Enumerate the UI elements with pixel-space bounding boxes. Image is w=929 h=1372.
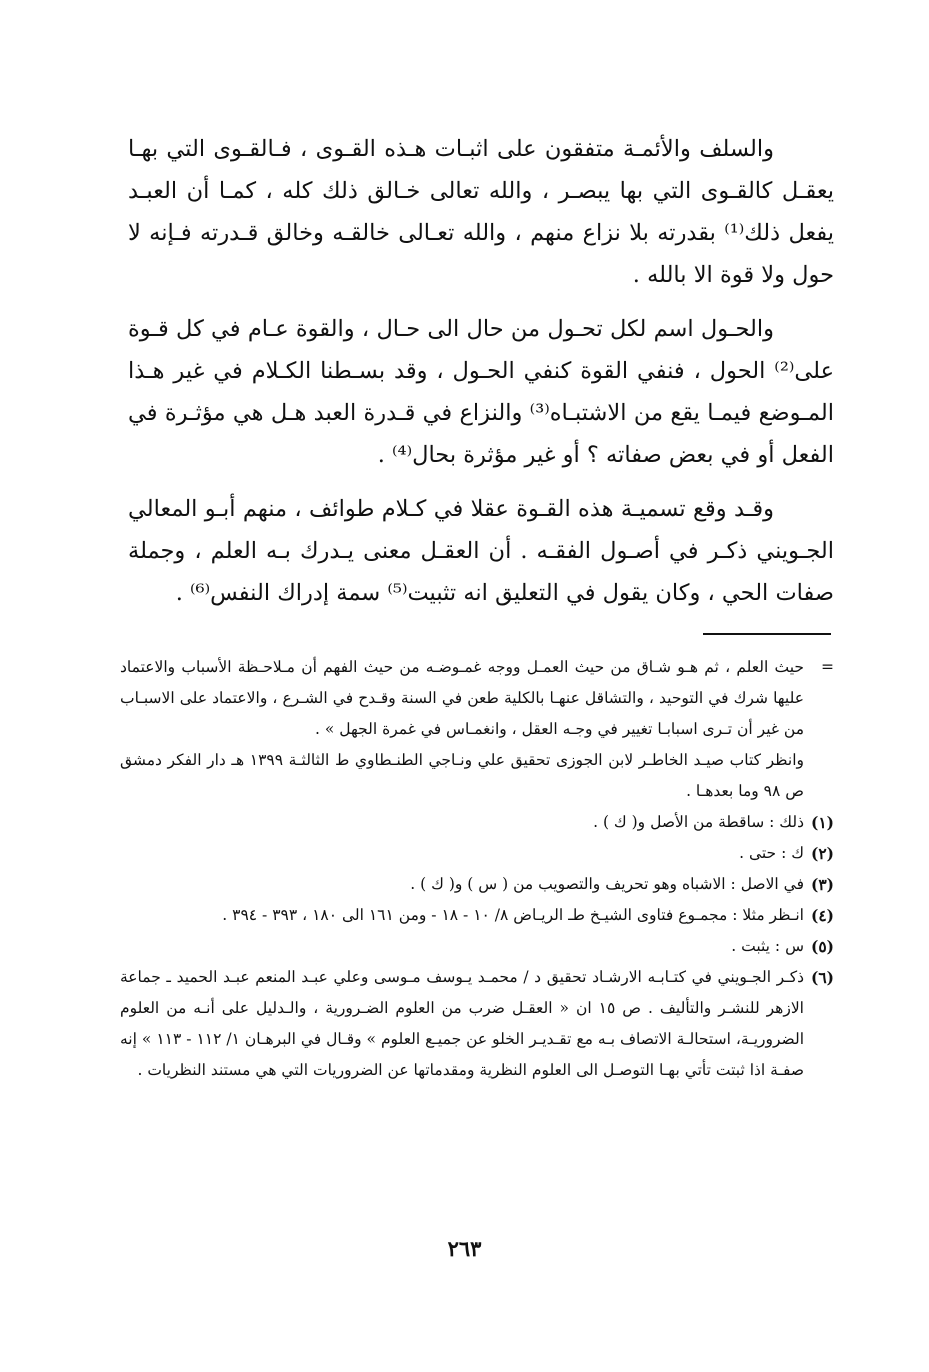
footnote-number: (٤) bbox=[810, 906, 834, 925]
footnote-text: ذلك : ساقطة من الأصل و( ك ) . bbox=[593, 813, 804, 831]
footnote-text: ذكـر الجـويني في كتـابـه الارشـاد تحقيق د / محمـد يـوسف مـوسى وعلي عبـد المنعم عبـد الحميد ـ جماعة الازهر للنشـر والتأليف . ص ١٥ ان « العقـل ضرب من العلوم الضـرورية ، والـدليل على أنـه من العلوم الضروريـة، استحالـة الاتصاف بـه مع تقـديـر الخلو عن جميـع العلوم » وقـال في البرهـان ١/ ١١٢ - ١١٣ » إنه صفـة اذا ثبتت تأتي بهـا التوصـل الى العلوم النظرية ومقدماتها عن الضروريات التي هي مستند النظريات . bbox=[120, 968, 805, 1079]
paragraph-2: والحـول اسم لكل تحـول من حال الى حـال ، والقوة عـام في كل قـوة على⁽²⁾ الحول ، فنفي القوة كنفي الحـول ، وقد بسـطنا الكـلام في غير هـذا المـوضع فيمـا يقع من الاشتبـاه⁽³⁾ والنزاع في قـدرة العبد هـل هي مؤثـرة في الفعل أو في بعض صفاته ؟ أو غير مؤثرة بحال⁽⁴⁾ . bbox=[128, 316, 834, 468]
footnote-text: س : يثبت . bbox=[731, 937, 804, 955]
continuation-text-1: حيث العلم ، ثم هـو شـاق من حيث العمـل ووجه غمـوضـه من حيث الفهم أن مـلاحـظة الأسباب والاعتماد عليها شرك في التوحيد ، والتشاقل عنهـا بالكلية طعن في السنة وقـدح في الشـرع ، والاعتماد على الاسبـاب من غير أن تـرى اسبابـا تغيير في وجـه العقل ، وانغمـاس في غمرة الجهل » . bbox=[120, 658, 804, 738]
continuation-mark: = bbox=[821, 658, 834, 676]
footnote-1 bbox=[120, 807, 834, 838]
footnote-5 bbox=[120, 931, 834, 962]
footnote-3 bbox=[120, 869, 834, 900]
main-text bbox=[128, 128, 834, 626]
footnote-number: (٥) bbox=[810, 937, 834, 956]
footnote-separator bbox=[703, 633, 831, 635]
footnote-text: انـظر مثلا : مجمـوع فتاوى الشيـخ طـ الريـاض ٨/ ١٠ - ١٨ - ومن ١٦١ الى ١٨٠ ، ٣٩٣ - ٣٩٤ . bbox=[222, 906, 804, 924]
footnote-text: في الاصل : الاشباه وهو تحريف والتصويب من ( س ) و( ك ) . bbox=[410, 875, 804, 893]
footnote-continuation bbox=[120, 652, 834, 807]
footnote-2 bbox=[120, 838, 834, 869]
footnote-number: (١) bbox=[810, 813, 834, 832]
paragraph-3: وقـد وقع تسميـة هذه القـوة عقلا في كـلام طوائف ، منهم أبـو المعالي الجـويني ذكـر في أصـول الفقـه . أن العقـل معنى يـدرك بـه العلم ، وجملة صفات الحي ، وكان يقول في التعليق انه تثبيت⁽⁵⁾ سمة إدراك النفس⁽⁶⁾ . bbox=[128, 496, 834, 606]
continuation-text-2: وانظر كتاب صيـد الخاطـر لابن الجوزى تحقيق علي ونـاجي الطنـطاوي ط الثالثـة ١٣٩٩ هـ دار الفكر دمشق ص ٩٨ وما بعدهـا . bbox=[120, 751, 805, 800]
page-number: ٢٦٣ bbox=[447, 1236, 482, 1261]
footnote-4 bbox=[120, 900, 834, 931]
footnote-text: ك : حتى . bbox=[739, 844, 804, 862]
footnote-number: (٣) bbox=[810, 875, 834, 894]
footnote-6 bbox=[120, 962, 834, 1086]
footnote-number: (٢) bbox=[810, 844, 834, 863]
paragraph-1: والسلف والأئمـة متفقون على اثبـات هـذه القـوى ، فـالقـوى التي بهـا يعقـل كالقـوى التي بها يبصـر ، والله تعالى خـالق ذلك كله ، كمـا أن العبـد يفعل ذلك⁽¹⁾ بقدرته بلا نزاع منهم ، والله تعـالى خالقـه وخالق قـدرته فـإنه لا حول ولا قوة الا بالله . bbox=[128, 136, 834, 288]
footnotes bbox=[120, 652, 834, 1086]
footnote-number: (٦) bbox=[810, 968, 834, 987]
